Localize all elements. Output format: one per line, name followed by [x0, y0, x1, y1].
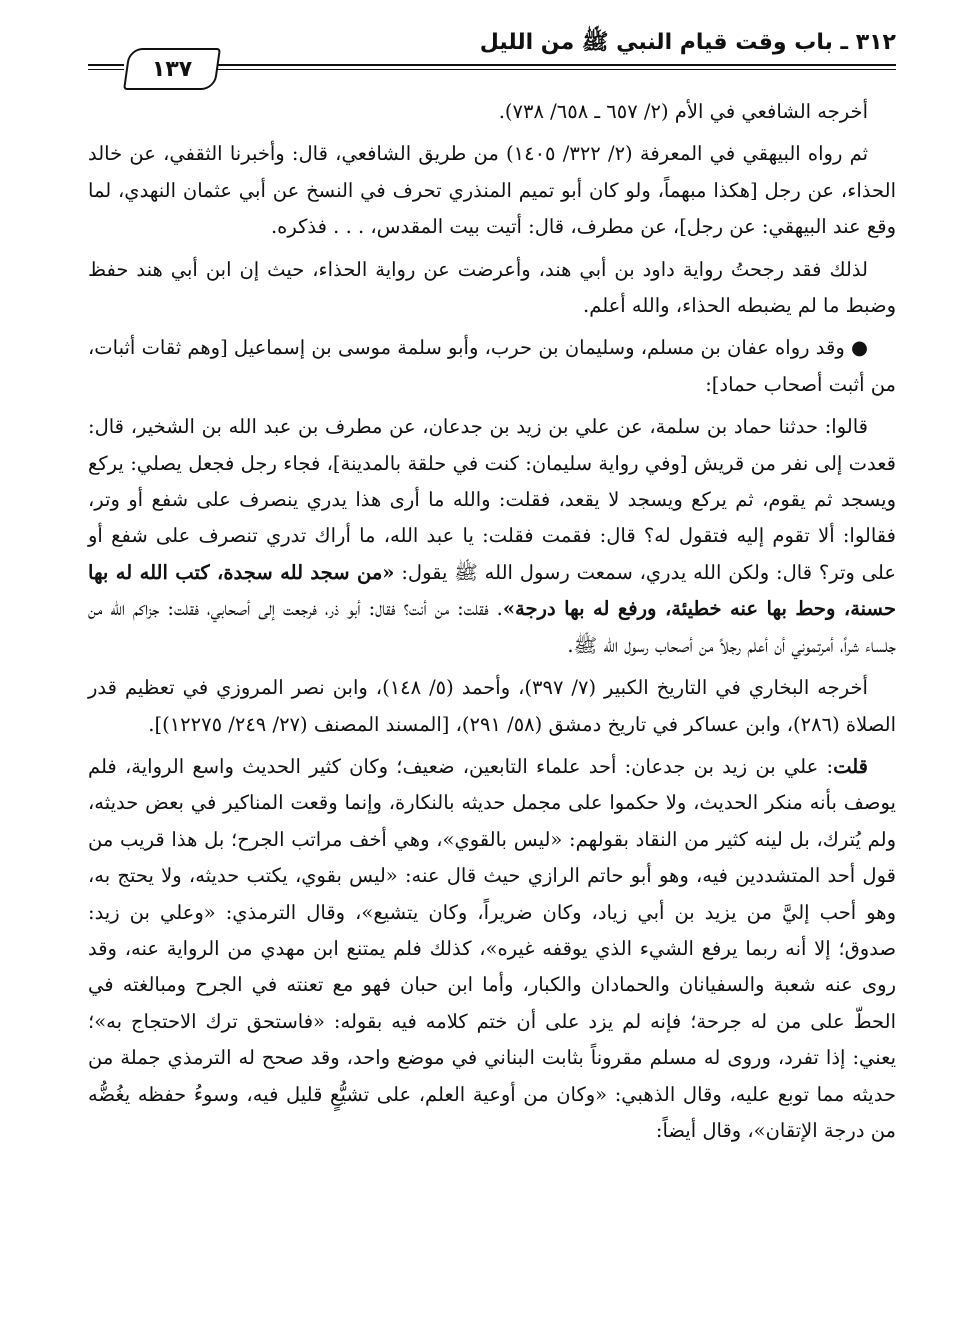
- bold-text: «من سجد لله سجدة، كتب الله له بها حسنة، وحط بها عنه خطيئة، ورفع له بها درجة»: [88, 560, 896, 621]
- paragraph-text: : علي بن زيد بن جدعان: أحد علماء التابعين، ضعيف؛ وكان كثير الحديث واسع الرواية، فلم يوصف بأنه منكر الحديث، ولا حكموا على مجمل حديثه بالنكارة، وإنما وقعت المناكير في بعض حديثه، ولم يُترك، بل لينه كثير من النقاد بقولهم: «ليس بالقوي»، وهي أخف مراتب الجرح؛ بل هذا قريب من قول أحد المتشددين فيه، وهو أبو حاتم الرازي حيث قال عنه: «ليس بقوي، يكتب حديثه، ولا يحتج به، وهو أحب إليَّ من يزيد بن أبي زياد، وكان ضريراً، وكان يتشيع»، وقال الترمذي: «وعلي بن زيد: صدوق؛ إلا أنه ربما يرفع الشيء الذي يوقفه غيره»، كذلك فلم يمتنع ابن مهدي من الرواية عنه، وقد روى عنه شعبة والسفيانان والحمادان والكبار، وأما ابن حبان فهو مع تعنته في الجرح ومبالغته في الحطّ على من له جرحة؛ فإنه لم يزد على أن ختم كلامه فيه بقوله: «فاستحق ترك الاحتجاج به»؛ يعني: إذا تفرد، وروى له مسلم مقروناً بثابت البناني في موضع واحد، وقد صحح له الترمذي جملة من حديثه مما توبع عليه، وقال الذهبي: «وكان من أوعية العلم، على تشيُّعٍ قليل فيه، وسوءُ حفظه يغُضُّه من درجة الإتقان»، وقال أيضاً:: [88, 754, 896, 1142]
- running-title: ٣١٢ ـ باب وقت قيام النبي ﷺ من الليل: [479, 30, 896, 55]
- paragraph-text: قالوا: حدثنا حماد بن سلمة، عن علي بن زيد بن جدعان، عن مطرف بن عبد الله بن الشخير، قال: قعدت إلى نفر من قريش [وفي رواية سليمان: كنت في حلقة بالمدينة]، فجاء رجل فجعل يصلي: يركع ويسجد ثم يقوم، ثم يركع ويسجد لا يقعد، فقلت: والله ما أرى هذا يدري ينصرف على شفع أو وتر، فقالوا: ألا تقوم إليه فتقول له؟ قال: فقمت فقلت: يا عبد الله، ما أراك تدري تنصرف على شفع أو على وتر؟ قال: ولكن الله يدري، سمعت رسول الله ﷺ يقول:: [88, 415, 896, 584]
- header-rule: [216, 64, 896, 66]
- header-rule-left-thin: [88, 69, 124, 70]
- paragraph: [88, 330, 896, 403]
- page-body: [88, 94, 896, 1333]
- paragraph: [88, 94, 896, 130]
- paragraph: [88, 252, 896, 325]
- paragraph-text: أخرجه الشافعي في الأم (٢/ ٦٥٧ ـ ٦٥٨/ ٧٣٨).: [498, 100, 868, 123]
- bold-text: قلت: [833, 754, 868, 778]
- paragraph: [88, 749, 896, 1149]
- header-rule-thin: [216, 69, 896, 70]
- paragraph: [88, 409, 896, 664]
- paragraph-text: ● وقد رواه عفان بن مسلم، وسليمان بن حرب، وأبو سلمة موسى بن إسماعيل [وهم ثقات أثبات، من أثبت أصحاب حماد]:: [88, 336, 896, 396]
- paragraph-text: ثم رواه البيهقي في المعرفة (٢/ ٣٢٢/ ١٤٠٥) من طريق الشافعي، قال: وأخبرنا الثقفي، عن خالد الحذاء، عن رجل [هكذا مبهماً، ولو كان أبو تميم المنذري تحرف في النسخ عن أبي عثمان النهدي، لما وقع عند البيهقي: عن رجل]، عن مطرف، قال: أتيت بيت المقدس، . . . فذكره.: [88, 142, 896, 239]
- header-rule-left: [88, 64, 124, 66]
- paragraph-text: . فقلت: من أنت؟ فقال: أبو ذر، فرجعت إلى أصحابي، فقلت: جزاكم الله من جلساء شراً، أمرتموني أن أعلم رجلاً من أصحاب رسول الله ﷺ.: [88, 597, 896, 657]
- page-number-badge: [123, 48, 221, 90]
- paragraph: [88, 136, 896, 245]
- paragraph-text: لذلك فقد رجحتُ رواية داود بن أبي هند، وأعرضت عن رواية الحذاء، حيث إن ابن أبي هند حفظ وضبط ما لم يضبطه الحذاء، والله أعلم.: [88, 257, 896, 318]
- page-header: [88, 22, 896, 82]
- paragraph-text: أخرجه البخاري في التاريخ الكبير (٧/ ٣٩٧)، وأحمد (٥/ ١٤٨)، وابن نصر المروزي في تعظيم قدر الصلاة (٢٨٦)، وابن عساكر في تاريخ دمشق (٥٨/ ٢٩١)، [المسند المصنف (٢٧/ ٢٤٩/ ١٢٢٧٥)].: [88, 676, 896, 736]
- paragraph: [88, 670, 896, 743]
- page-number: ١٣٧: [151, 56, 193, 82]
